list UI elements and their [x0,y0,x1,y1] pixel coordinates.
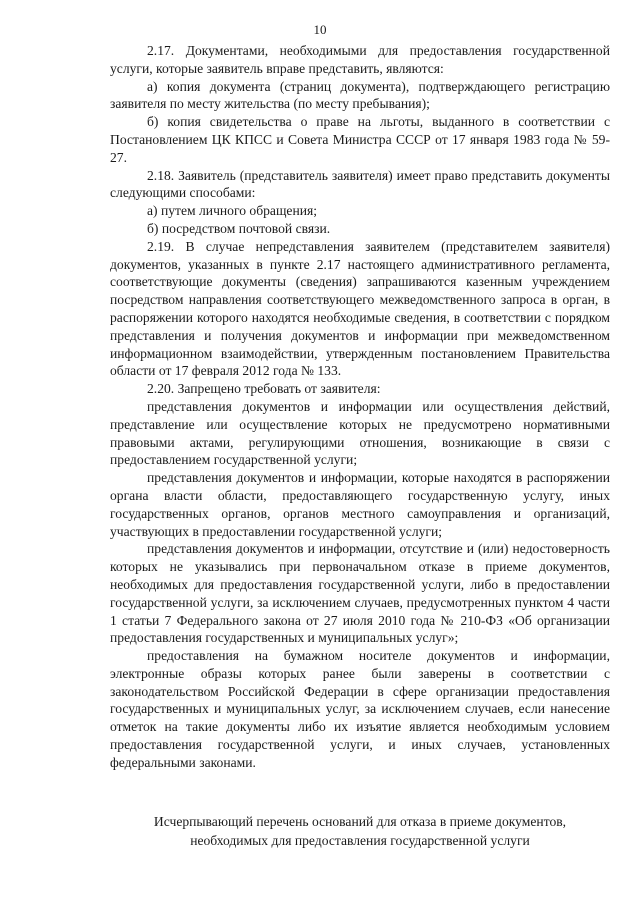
paragraph-2-20-item-1: представления документов и информации или осуществления действий, представление или осуществление которых не предусмотрено нормативными правовыми актами, регулирующими отношения, возникающие в связи с предоставлением государственной услуги; [110,398,610,468]
section-heading-line-2: необходимых для предоставления государственной услуги [190,833,530,848]
paragraph-2-20: 2.20. Запрещено требовать от заявителя: [147,381,381,397]
paragraph-2-18-a: а) путем личного обращения; [147,203,318,219]
page-number: 10 [313,22,327,37]
paragraph-2-17-b: б) копия свидетельства о праве на льготы, выданного в соответствии с Постановлением ЦК КПСС и Совета Министра СССР от 17 января 1983 года № 59-27. [110,114,610,165]
paragraph-2-18: 2.18. Заявитель (представитель заявителя) имеет право представить документы следующими способами: [110,167,610,201]
paragraph-2-20-item-2: представления документов и информации, которые находятся в распоряжении органа власти области, предоставляющего государственную услугу, иных государственных органов, органов местного самоуправления и организаций, участвующих в предоставлении государственной услуги; [110,470,610,539]
paragraph-2-20-item-4: предоставления на бумажном носителе документов и информации, электронные образы которых ранее были заверены в соответствии с законодательством Российской Федерации в сфере организации предоставления государственных и муниципальных услуг, за исключением случаев, если нанесение отметок на такие документы либо их изъятие является необходимым условием предоставления государственной услуги, и иных случаев, установленных федеральными законами. [110,648,610,770]
paragraph-2-17-a: а) копия документа (страниц документа), подтверждающего регистрацию заявителя по месту жительства (по месту пребывания); [110,78,610,112]
document-body [110,42,610,772]
section-heading [110,812,610,850]
section-heading-line-1: Исчерпывающий перечень оснований для отказа в приеме документов, [153,814,567,829]
paragraph-2-20-item-3: представления документов и информации, отсутствие и (или) недостоверность которых не указывались при первоначальном отказе в приеме документов, необходимых для предоставления государственной услуги, либо в предоставлении государственной услуги, за исключением случаев, предусмотренных пунктом 4 части 1 статьи 7 Федерального закона от 27 июля 2010 года № 210-ФЗ «Об организации предоставления государственных и муниципальных услуг»; [110,541,610,646]
paragraph-2-18-b: б) посредством почтовой связи. [147,220,331,236]
paragraph-2-19: 2.19. В случае непредставления заявителем (представителем заявителя) документов, указанных в пункте 2.17 настоящего административного регламента, соответствующие документы (сведения) запрашиваются казенным учреждением посредством направления соответствующего межведомственного запроса в орган, в распоряжении которого находятся необходимые сведения, в соответствии с порядком представления и получения документов и информации при межведомственном информационном взаимодействии, утвержденным постановлением Правительства области от 17 февраля 2012 года № 133. [110,238,610,379]
paragraph-2-17: 2.17. Документами, необходимыми для предоставления государственной услуги, которые заявитель вправе представить, являются: [110,43,610,76]
